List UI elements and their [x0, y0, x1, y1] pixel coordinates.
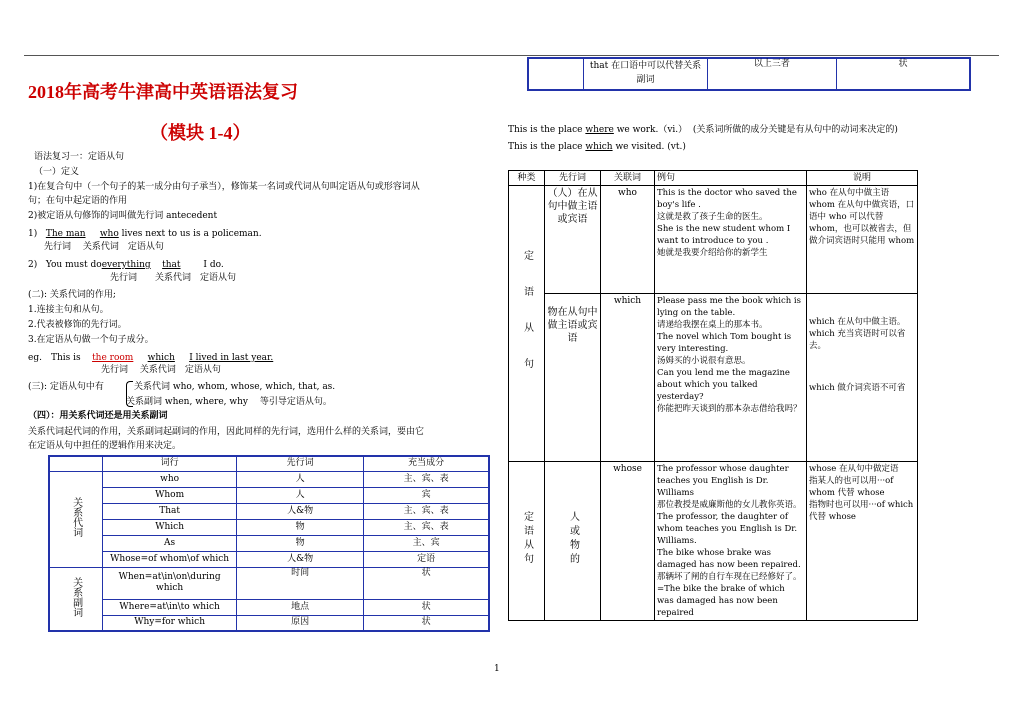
role-3: 3.在定语从句做一个句子成分。: [28, 335, 154, 345]
table-cell: That: [103, 503, 237, 519]
page-number: 1: [494, 664, 500, 674]
col-header-kind: 种类: [509, 171, 545, 186]
table-cell: 时间: [237, 567, 364, 599]
definition-heading: （一）定义: [34, 167, 80, 177]
note-where: This is the place where we work.（vi.） (关系词所做的成分关键是有从句中的动词来决定的): [508, 125, 898, 135]
table-cell: As: [103, 535, 237, 551]
table-cell: 以上三者: [707, 58, 836, 90]
use-text-2: 在定语从句中担任的逻辑作用来决定。: [28, 441, 182, 451]
table-cell: 主、宾、表: [364, 471, 489, 487]
table-cell: 状: [837, 58, 970, 90]
clause-types-table: [508, 170, 918, 621]
table-cell: 地点: [237, 599, 364, 615]
example-1: 1) The man who lives next to us is a policeman.: [28, 229, 262, 239]
table-cell: who: [601, 186, 655, 294]
role-2: 2.代表被修饰的先行词。: [28, 320, 127, 330]
kind-cell-2: 定语从句: [509, 462, 545, 621]
table-cell: Whose=of whom\of which: [103, 551, 237, 567]
col-header-antecedent: 先行词: [237, 456, 364, 471]
table-cell: 宾: [364, 487, 489, 503]
example-2: 2) You must doeverything that I do.: [28, 260, 224, 270]
table-cell: who: [103, 471, 237, 487]
examples-which: Please pass me the book which is lying on the table. 请递给我摆在桌上的那本书。 The novel which Tom bought is very interesting. 汤姆买的小说很有意思。 Can you lend me the magazine about which you talked yesterday? 你能把昨天谈到的那本杂志借给我吗？: [655, 294, 807, 462]
table-cell: 物在从句中做主语或宾语: [545, 294, 601, 462]
table-cell: 状: [364, 615, 489, 631]
table-cell: whose: [601, 462, 655, 621]
example-2-labels: 先行词 关系代词 定语从句: [110, 273, 237, 283]
table-cell: 人&物: [237, 503, 364, 519]
role-1: 1.连接主句和从句。: [28, 305, 109, 315]
note-who: who 在从句中做主语 whom 在从句中做宾语，口语中 who 可以代替 whom，也可以被省去，但做介词宾语时只能用 whom: [807, 186, 918, 294]
page-subtitle: （模块 1-4）: [150, 123, 251, 143]
table-cell: that 在口语中可以代替关系副词: [584, 58, 707, 90]
table-cell: 状: [364, 567, 489, 599]
eg-sentence: eg. This is the room which I lived in last year.: [28, 353, 274, 363]
col-header-example: 例句: [655, 171, 807, 186]
continued-table-row: [527, 57, 971, 91]
table-cell: Which: [103, 519, 237, 535]
table-cell: 人或物的: [545, 462, 601, 621]
group-relative-pronouns: 关系代词: [49, 471, 103, 567]
table-cell: 人: [237, 487, 364, 503]
section-heading: 语法复习一：定语从句: [34, 152, 125, 162]
table-cell: （人）在从句中做主语或宾语: [545, 186, 601, 294]
col-header-word: 词行: [103, 456, 237, 471]
table-cell: Why=for which: [103, 615, 237, 631]
col-header-note: 说明: [807, 171, 918, 186]
note-which: This is the place which we visited. (vt.): [508, 142, 686, 152]
table-cell: When=at\in\on\during which: [103, 567, 237, 599]
col-header-antecedent: 先行词: [545, 171, 601, 186]
definition-line-1b: 句；在句中起定语的作用: [28, 196, 128, 206]
col-header-relative: 关联词: [601, 171, 655, 186]
relative-words-table: [48, 455, 490, 632]
table-cell: 主、宾: [364, 535, 489, 551]
kind-cell: 定语从句: [509, 186, 545, 462]
table-cell: 人: [237, 471, 364, 487]
leads-pronouns: 关系代词 who, whom, whose, which, that, as.: [134, 382, 336, 392]
table-cell: Whom: [103, 487, 237, 503]
examples-whose: The professor whose daughter teaches you English is Dr. Williams 那位教授是威廉斯他的女儿教你英语。 The professor, the daughter of whom teaches you English is Dr. Williams. The bike whose brake was damaged has now been repaired. 那辆坏了闸的自行车现在已经修好了。 =The bike the brake of which was damaged has now been repaired: [655, 462, 807, 621]
table-cell: 物: [237, 519, 364, 535]
table-cell: 主、宾、表: [364, 519, 489, 535]
table-cell: 人&物: [237, 551, 364, 567]
table-cell: 主、宾、表: [364, 503, 489, 519]
page-title: 2018年高考牛津高中英语语法复习: [28, 82, 298, 102]
table-cell: 物: [237, 535, 364, 551]
table-cell: 状: [364, 599, 489, 615]
group-relative-adverbs: 关系副词: [49, 567, 103, 631]
note-whose: whose 在从句中做定语 指某人的也可以用···of whom 代替 whose 指物时也可以用···of which 代替 whose: [807, 462, 918, 621]
note-which: which 在从句中做主语。which 充当宾语时可以省去。 which 做介词宾语不可省: [807, 294, 918, 462]
col-header-function: 充当成分: [364, 456, 489, 471]
example-1-labels: 先行词 关系代词 定语从句: [44, 242, 164, 252]
table-cell: 定语: [364, 551, 489, 567]
definition-line-1: 1)在复合句中（一个句子的某一成分由句子承当），修饰某一名词或代词从句叫定语从句或形容词从: [28, 182, 420, 192]
definition-line-2: 2)被定语从句修饰的词叫做先行词 antecedent: [28, 211, 218, 221]
table-cell: which: [601, 294, 655, 462]
table-cell: [528, 58, 584, 90]
use-text-1: 关系代词起代词的作用，关系副词起副词的作用，因此同样的先行词，选用什么样的关系词，要由它: [28, 427, 425, 437]
table-cell: 原因: [237, 615, 364, 631]
leads-intro: (三): 定语从句中有: [28, 382, 104, 392]
table-cell: Where=at\in\to which: [103, 599, 237, 615]
top-rule: [24, 55, 999, 56]
examples-who: This is the doctor who saved the boy's life . 这就是救了孩子生命的医生。 She is the new student whom I want to introduce to you . 她就是我要介绍给你的新学生: [655, 186, 807, 294]
eg-labels: 先行词 关系代词 定语从句: [101, 365, 221, 375]
use-heading: （四）：用关系代词还是用关系副词: [28, 411, 168, 421]
leads-adverbs: 关系副词 when, where, why 等引导定语从句。: [126, 397, 332, 407]
role-heading: (二): 关系代词的作用;: [28, 290, 116, 300]
